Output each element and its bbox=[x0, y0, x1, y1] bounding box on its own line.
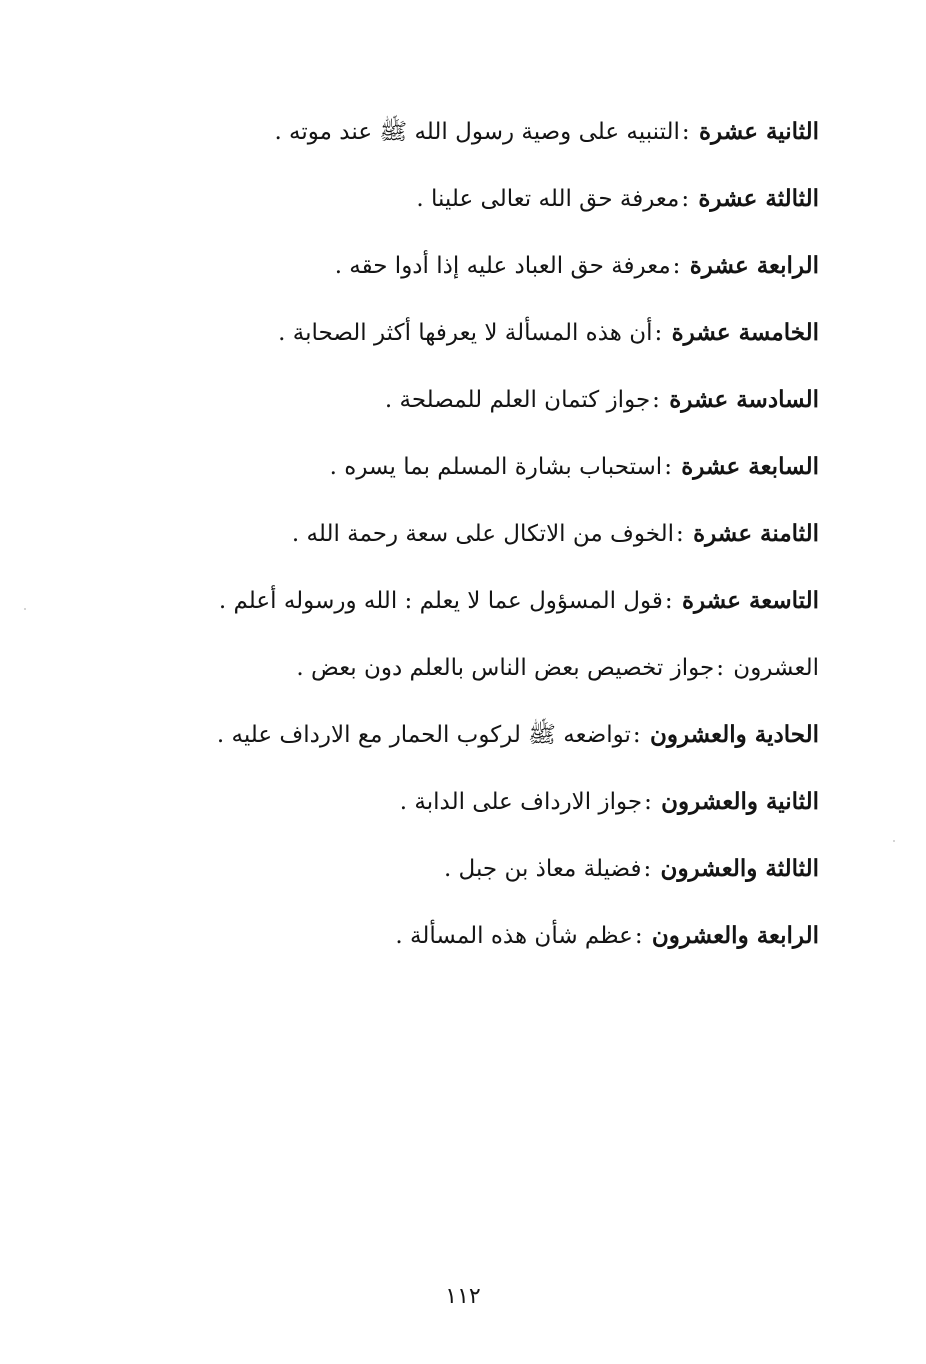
list-item bbox=[120, 912, 819, 979]
item-label: العشرون bbox=[733, 655, 819, 681]
item-text: الخوف من الاتكال على سعة رحمة الله . bbox=[291, 521, 674, 547]
list-item bbox=[120, 443, 819, 510]
item-separator: : bbox=[681, 119, 690, 145]
item-text: التنبيه على وصية رسول الله ﷺ عند موته . bbox=[274, 119, 680, 145]
item-label: الثانية عشرة bbox=[698, 118, 819, 145]
list-item bbox=[120, 376, 819, 443]
item-text: قول المسؤول عما لا يعلم : الله ورسوله أعلم . bbox=[218, 588, 663, 614]
item-text: معرفة حق العباد عليه إذا أدوا حقه . bbox=[334, 253, 671, 279]
item-label: الثالثة والعشرون bbox=[660, 855, 819, 882]
item-text: أن هذه المسألة لا يعرفها أكثر الصحابة . bbox=[278, 320, 653, 346]
item-separator: : bbox=[716, 655, 724, 681]
item-label: الثالثة عشرة bbox=[698, 185, 819, 212]
list-item bbox=[120, 845, 819, 912]
list-item bbox=[120, 108, 819, 175]
item-text: عظم شأن هذه المسألة . bbox=[395, 923, 633, 949]
item-label: الحادية والعشرون bbox=[649, 721, 819, 748]
item-separator: : bbox=[634, 923, 643, 949]
item-text: جواز الارداف على الدابة . bbox=[399, 789, 643, 815]
item-separator: : bbox=[672, 253, 681, 279]
page-number: ١١٢ bbox=[445, 1284, 481, 1309]
item-text: معرفة حق الله تعالى علينا . bbox=[416, 186, 680, 212]
list-item bbox=[120, 175, 819, 242]
item-text: فضيلة معاذ بن جبل . bbox=[443, 856, 642, 882]
item-text: تواضعه ﷺ لركوب الحمار مع الارداف عليه . bbox=[216, 722, 631, 748]
item-separator: : bbox=[643, 856, 652, 882]
item-separator: : bbox=[654, 320, 663, 346]
list-item bbox=[120, 711, 819, 778]
item-separator: : bbox=[644, 789, 652, 815]
list-item bbox=[120, 309, 819, 376]
item-separator: : bbox=[632, 722, 641, 748]
item-separator: : bbox=[664, 588, 673, 614]
item-label: الثانية والعشرون bbox=[661, 788, 819, 815]
item-label: الثامنة عشرة bbox=[693, 520, 819, 547]
item-label: التاسعة عشرة bbox=[681, 587, 819, 614]
item-separator: : bbox=[652, 387, 660, 413]
scan-speck bbox=[24, 608, 26, 610]
list-item bbox=[120, 510, 819, 577]
item-text: جواز تخصيص بعض الناس بالعلم دون بعض . bbox=[296, 655, 715, 681]
item-label: السابعة عشرة bbox=[681, 453, 819, 480]
scan-speck bbox=[893, 840, 895, 842]
list-item bbox=[120, 644, 819, 711]
item-label: الرابعة والعشرون bbox=[651, 922, 819, 949]
item-label: السادسة عشرة bbox=[669, 386, 819, 413]
list-item bbox=[120, 577, 819, 644]
item-label: الخامسة عشرة bbox=[671, 319, 819, 346]
item-label: الرابعة عشرة bbox=[689, 252, 819, 279]
item-separator: : bbox=[664, 454, 672, 480]
list-item bbox=[120, 242, 819, 309]
item-separator: : bbox=[681, 186, 690, 212]
item-text: استحباب بشارة المسلم بما يسره . bbox=[329, 454, 663, 480]
benefits-list bbox=[120, 108, 819, 979]
item-text: جواز كتمان العلم للمصلحة . bbox=[384, 387, 651, 413]
item-separator: : bbox=[676, 521, 684, 547]
list-item bbox=[120, 778, 819, 845]
